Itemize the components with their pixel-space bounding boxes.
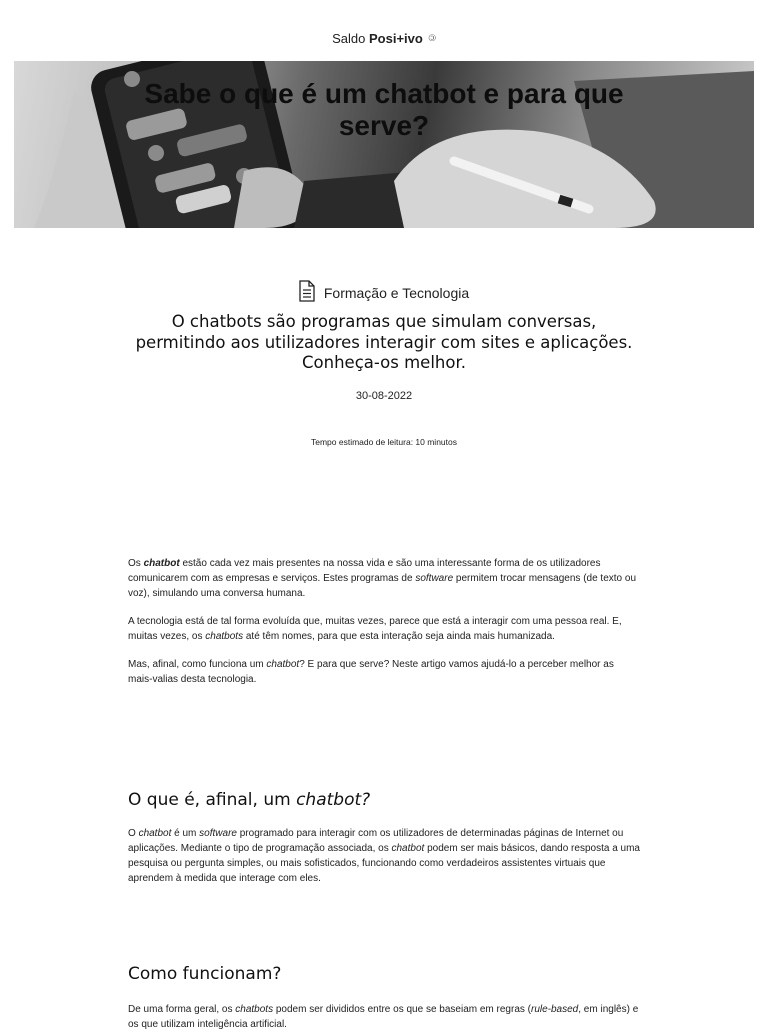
section2-paragraph	[128, 1002, 640, 1032]
text-run-italic: chatbots	[235, 1004, 274, 1015]
text-run: é um	[171, 828, 200, 839]
leaf-swirl-icon: 🄯	[428, 33, 436, 43]
brand-logo[interactable]	[0, 31, 768, 46]
section-heading-how-it-works: Como funcionam?	[128, 964, 282, 984]
hero-title	[114, 78, 654, 142]
section1-paragraph	[128, 826, 640, 886]
text-run-italic: chatbot	[266, 659, 300, 670]
hero-banner	[14, 61, 754, 228]
heading-text: O que é, afinal, um	[128, 790, 297, 810]
reading-time: Tempo estimado de leitura: 10 minutos	[311, 437, 457, 447]
text-run: estão cada vez mais presentes na nossa vida e são uma interessante forma de os utilizadores comunicarem com as empresas e serviços. Estes programas de	[128, 558, 601, 584]
text-run-italic: software	[199, 828, 237, 839]
intro-paragraph-3	[128, 657, 640, 687]
brand-name-light: Saldo	[332, 31, 366, 46]
text-run-italic: rule-based	[530, 1004, 579, 1015]
text-run-italic: chatbots	[205, 631, 244, 642]
hero-title-line2: serve?	[338, 110, 430, 141]
section-heading-what-is	[128, 789, 370, 811]
article-lead	[114, 312, 654, 374]
lead-line2: permitindo aos utilizadores interagir com sites e aplicações.	[135, 332, 633, 352]
text-run: O	[128, 828, 139, 839]
category-tag[interactable]	[0, 280, 768, 305]
text-run: De uma forma geral, os	[128, 1004, 236, 1015]
text-run: podem ser mais básicos, dando resposta a uma pesquisa ou pergunta simples, ou mais sofisticados, funcionando como verdadeiros assistentes virtuais que aprendem à medida que interage com eles.	[128, 843, 640, 884]
text-run: programado para interagir com os utilizadores de determinadas páginas de Internet ou aplicações. Mediante o tipo de programação associada, os	[128, 828, 624, 854]
text-run: ? E para que serve? Neste artigo vamos ajudá-lo a perceber melhor as mais-valias desta tecnologia.	[128, 659, 614, 685]
text-run-italic: chatbot	[391, 843, 425, 854]
heading-text-italic: chatbot?	[296, 790, 371, 810]
hero-title-line1: Sabe o que é um chatbot e para que	[144, 78, 624, 109]
intro-paragraph-1	[128, 556, 640, 601]
text-run-bold-italic: chatbot	[143, 558, 180, 569]
document-icon	[299, 280, 315, 305]
publish-date: 30-08-2022	[355, 390, 413, 402]
brand-name-bold: Posi+ivo	[369, 31, 423, 46]
lead-line1: O chatbots são programas que simulam conversas,	[171, 312, 597, 331]
intro-paragraph-2	[128, 614, 640, 644]
text-run: Os	[128, 558, 144, 569]
text-run: Mas, afinal, como funciona um	[128, 659, 267, 670]
text-run: A tecnologia está de tal forma evoluída que, muitas vezes, parece que está a interagir com uma pessoa real. E, muitas vezes, os	[128, 616, 622, 642]
text-run: até têm nomes, para que esta interação seja ainda mais humanizada.	[243, 631, 555, 642]
category-label: Formação e Tecnologia	[323, 284, 470, 301]
text-run: permitem trocar mensagens (de texto ou voz), simulando uma conversa humana.	[128, 573, 637, 599]
text-run: podem ser divididos entre os que se baseiam em regras (	[273, 1004, 531, 1015]
lead-line3: Conheça-os melhor.	[302, 353, 466, 372]
text-run: , em inglês) e os que utilizam inteligência artificial.	[128, 1004, 639, 1030]
text-run-italic: chatbot	[138, 828, 172, 839]
text-run-italic: software	[415, 573, 454, 584]
